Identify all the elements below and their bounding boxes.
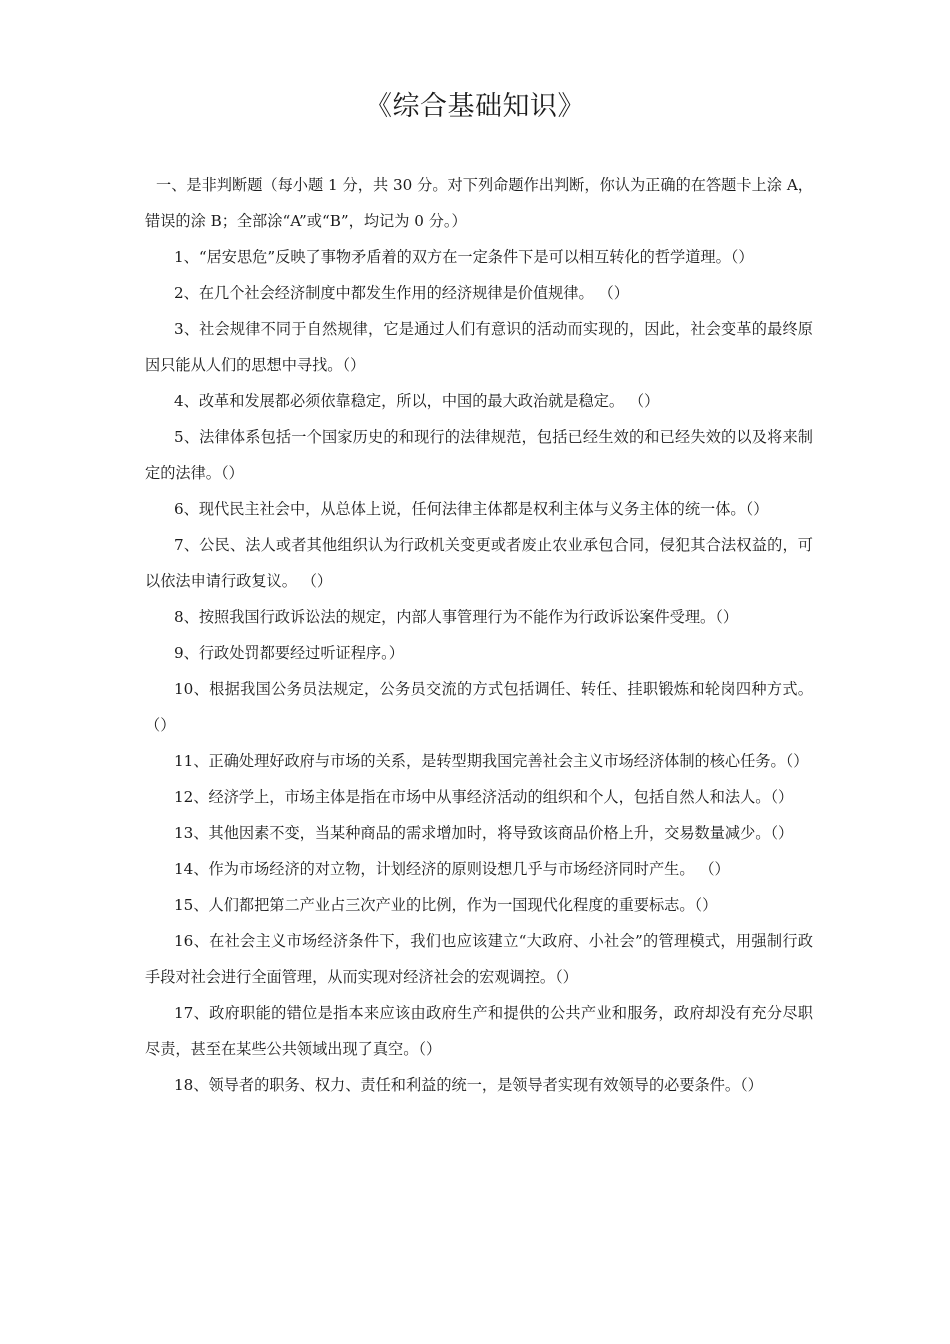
question-item-5: 5、法律体系包括一个国家历史的和现行的法律规范，包括已经生效的和已经失效的以及将来制定的法律。（）	[145, 428, 813, 482]
question-item-4: 4、改革和发展都必须依靠稳定，所以，中国的最大政治就是稳定。 （）	[174, 392, 660, 410]
question-item-1: 1、“居安思危”反映了事物矛盾着的双方在一定条件下是可以相互转化的哲学道理。（）	[174, 248, 754, 266]
question-item-18: 18、领导者的职务、权力、责任和利益的统一，是领导者实现有效领导的必要条件。（）	[174, 1076, 763, 1094]
question-item-17: 17、政府职能的错位是指本来应该由政府生产和提供的公共产业和服务，政府却没有充分尽职尽责，甚至在某些公共领域出现了真空。（）	[145, 1004, 813, 1058]
question-item-7: 7、公民、法人或者其他组织认为行政机关变更或者废止农业承包合同，侵犯其合法权益的，可以依法申请行政复议。 （）	[145, 536, 813, 590]
question-item-13: 13、其他因素不变，当某种商品的需求增加时，将导致该商品价格上升，交易数量减少。（）	[174, 824, 794, 842]
question-item-2: 2、在几个社会经济制度中都发生作用的经济规律是价值规律。 （）	[174, 284, 629, 302]
question-item-6: 6、现代民主社会中，从总体上说，任何法律主体都是权利主体与义务主体的统一体。（）	[174, 500, 769, 518]
question-item-16: 16、在社会主义市场经济条件下，我们也应该建立“大政府、小社会”的管理模式，用强制行政手段对社会进行全面管理，从而实现对经济社会的宏观调控。（）	[145, 932, 813, 986]
document-body	[145, 167, 813, 1103]
question-item-10: 10、根据我国公务员法规定，公务员交流的方式包括调任、转任、挂职锻炼和轮岗四种方式。（）	[145, 680, 813, 734]
question-item-3: 3、社会规律不同于自然规律，它是通过人们有意识的活动而实现的，因此，社会变革的最终原因只能从人们的思想中寻找。（）	[145, 320, 813, 374]
question-item-11: 11、正确处理好政府与市场的关系，是转型期我国完善社会主义市场经济体制的核心任务。（）	[174, 752, 809, 770]
document-title: 《综合基础知识》	[365, 91, 585, 122]
question-item-9: 9、行政处罚都要经过听证程序。）	[174, 644, 404, 662]
section-heading: 一、是非判断题（每小题 1 分，共 30 分。对下列命题作出判断，你认为正确的在答题卡上涂 A，错误的涂 B；全部涂“A”或“B”，均记为 0 分。）	[145, 176, 813, 230]
question-item-15: 15、人们都把第二产业占三次产业的比例，作为一国现代化程度的重要标志。（）	[174, 896, 718, 914]
question-item-8: 8、按照我国行政诉讼法的规定，内部人事管理行为不能作为行政诉讼案件受理。（）	[174, 608, 739, 626]
question-item-14: 14、作为市场经济的对立物，计划经济的原则设想几乎与市场经济同时产生。 （）	[174, 860, 730, 878]
question-item-12: 12、经济学上，市场主体是指在市场中从事经济活动的组织和个人，包括自然人和法人。（）	[174, 788, 794, 806]
